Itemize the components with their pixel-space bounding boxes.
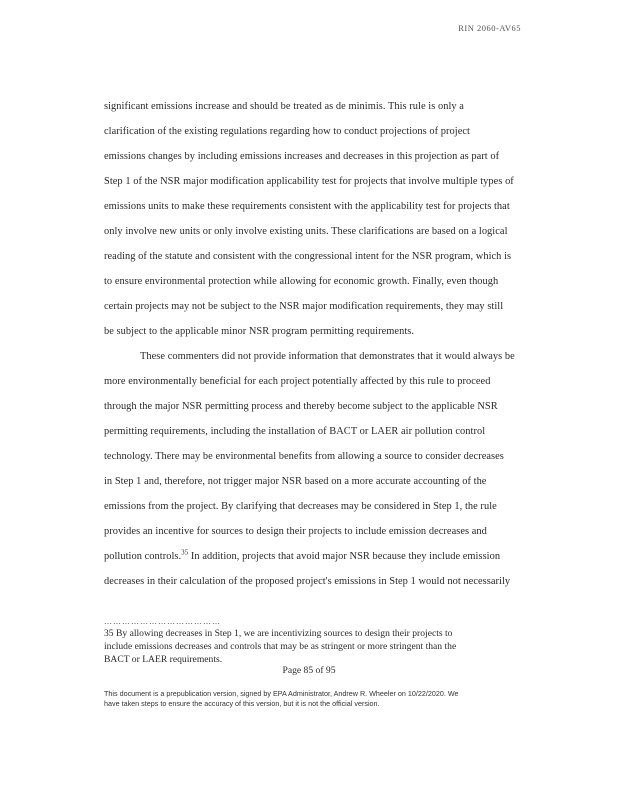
text-line: reading of the statute and consistent with the congressional intent for the NSR program, which is (104, 251, 512, 262)
text-line: be subject to the applicable minor NSR program permitting requirements. (104, 326, 414, 337)
footnote-line: BACT or LAER requirements. (104, 654, 223, 665)
text-line: more environmentally beneficial for each project potentially affected by this rule to proceed (104, 376, 491, 387)
text-line: Step 1 of the NSR major modification applicability test for projects that involve multiple types of (104, 176, 514, 187)
text-line: permitting requirements, including the installation of BACT or LAER air pollution control (104, 426, 486, 437)
text-line: clarification of the existing regulations regarding how to conduct projections of project (104, 126, 470, 137)
disclaimer-line: have taken steps to ensure the accuracy of this version, but it is not the official version. (104, 699, 380, 708)
text-segment: pollution controls. (104, 551, 182, 562)
text-segment: In addition, projects that avoid major NSR because they include emission (188, 551, 501, 562)
text-line: certain projects may not be subject to the NSR major modification requirements, they may still (104, 301, 504, 312)
text-line: provides an incentive for sources to design their projects to include emission decreases and (104, 526, 487, 537)
text-line (104, 548, 501, 562)
text-line: emissions units to make these requirements consistent with the applicability test for projects that (104, 201, 510, 212)
text-line: emissions changes by including emissions increases and decreases in this projection as part of (104, 151, 500, 162)
text-line: emissions from the project. By clarifying that decreases may be considered in Step 1, the rule (104, 501, 497, 512)
footnote-separator: ………………………………… (104, 617, 221, 626)
footnote-line: 35 By allowing decreases in Step 1, we are incentivizing sources to design their projects to (104, 628, 453, 639)
text-line: only involve new units or only involve existing units. These clarifications are based on a logical (104, 226, 508, 237)
footnote-line: include emissions decreases and controls that may be as stringent or more stringent than the (104, 641, 457, 652)
page-number: Page 85 of 95 (282, 665, 336, 676)
text-line: decreases in their calculation of the proposed project's emissions in Step 1 would not necessarily (104, 576, 511, 587)
text-line: in Step 1 and, therefore, not trigger major NSR based on a more accurate accounting of the (104, 476, 487, 487)
text-line: These commenters did not provide information that demonstrates that it would always be (140, 351, 515, 362)
text-line: significant emissions increase and should be treated as de minimis. This rule is only a (104, 101, 464, 112)
disclaimer-line: This document is a prepublication version, signed by EPA Administrator, Andrew R. Wheeler on 10/22/2020. We (104, 689, 459, 698)
footnote-reference[interactable]: 35 (181, 548, 189, 557)
document-number: RIN 2060-AV65 (458, 23, 521, 33)
text-line: through the major NSR permitting process and thereby become subject to the applicable NSR (104, 401, 498, 412)
text-line: to ensure environmental protection while allowing for economic growth. Finally, even though (104, 276, 499, 287)
text-line: technology. There may be environmental benefits from allowing a source to consider decreases (104, 451, 504, 462)
